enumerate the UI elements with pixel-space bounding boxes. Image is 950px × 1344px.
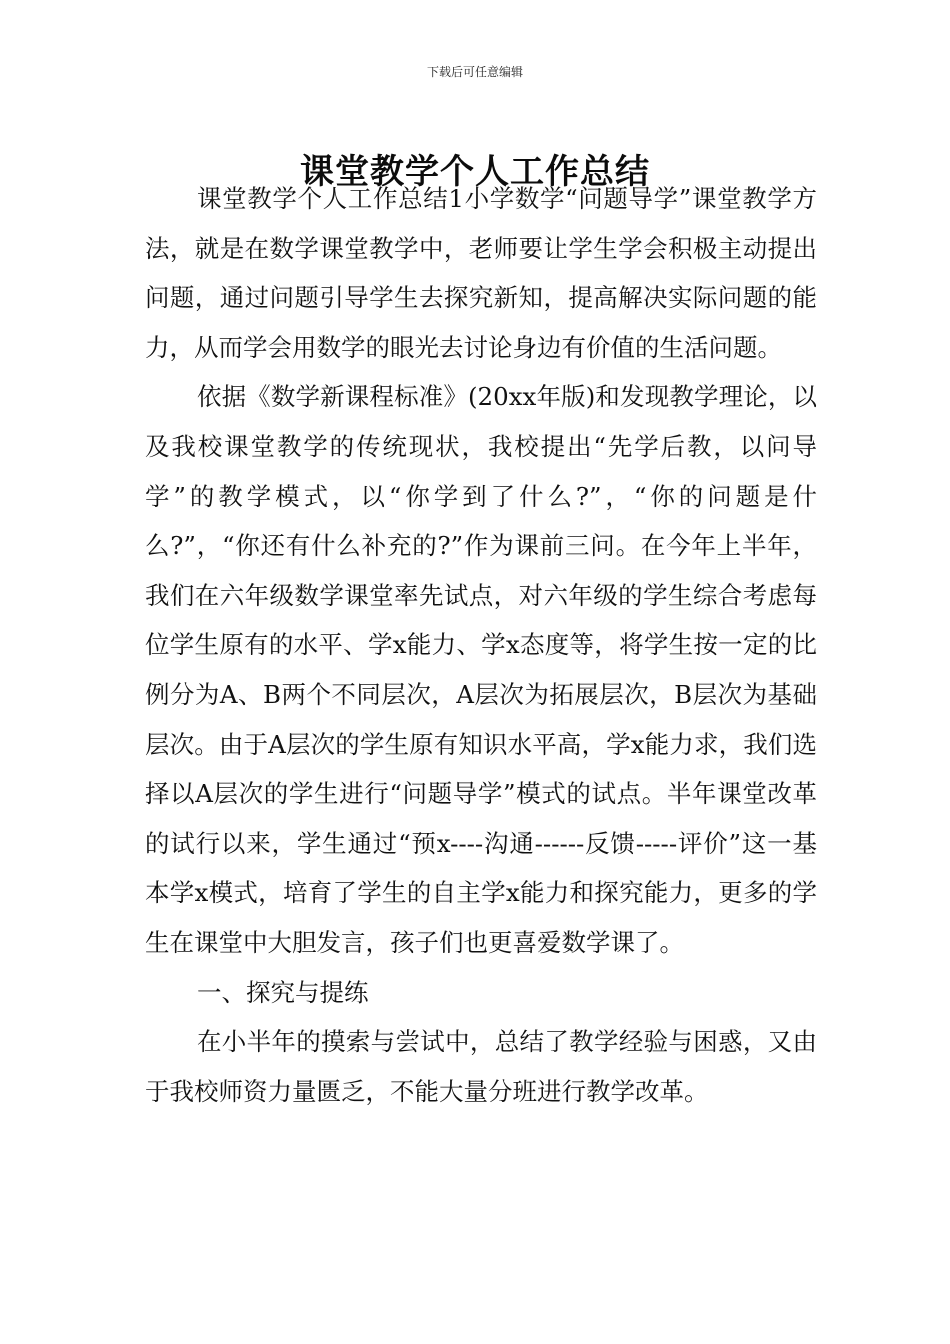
document-body bbox=[145, 174, 817, 1116]
page-header-note: 下载后可任意编辑 bbox=[426, 65, 523, 79]
section-heading: 一、探究与提练 bbox=[197, 977, 369, 1007]
paragraph-closing: 在小半年的摸索与尝试中，总结了教学经验与困惑，又由于我校师资力量匮乏，不能大量分班进行教学改革。 bbox=[145, 1027, 817, 1106]
document-title: 课堂教学个人工作总结 bbox=[300, 151, 650, 192]
paragraph-background: 依据《数学新课程标准》(20xx年版)和发现教学理论，以及我校课堂教学的传统现状，我校提出“先学后教，以问导学”的教学模式，以“你学到了什么?”，“你的问题是什么?”，“你还有什么补充的?”作为课前三问。在今年上半年，我们在六年级数学课堂率先试点，对六年级的学生综合考虑每位学生原有的水平、学x能力、学x态度等，将学生按一定的比例分为A、B两个不同层次，A层次为拓展层次，B层次为基础层次。由于A层次的学生原有知识水平高，学x能力求，我们选择以A层次的学生进行“问题导学”模式的试点。半年课堂改革的试行以来，学生通过“预x----沟通------反馈-----评价”这一基本学x模式，培育了学生的自主学x能力和探究能力，更多的学生在课堂中大胆发言，孩子们也更喜爱数学课了。 bbox=[145, 382, 817, 957]
paragraph-intro: 课堂教学个人工作总结1小学数学“问题导学”课堂教学方法，就是在数学课堂教学中，老师要让学生学会积极主动提出问题，通过问题引导学生去探究新知，提高解决实际问题的能力，从而学会用数学的眼光去讨论身边有价值的生活问题。 bbox=[145, 184, 817, 362]
